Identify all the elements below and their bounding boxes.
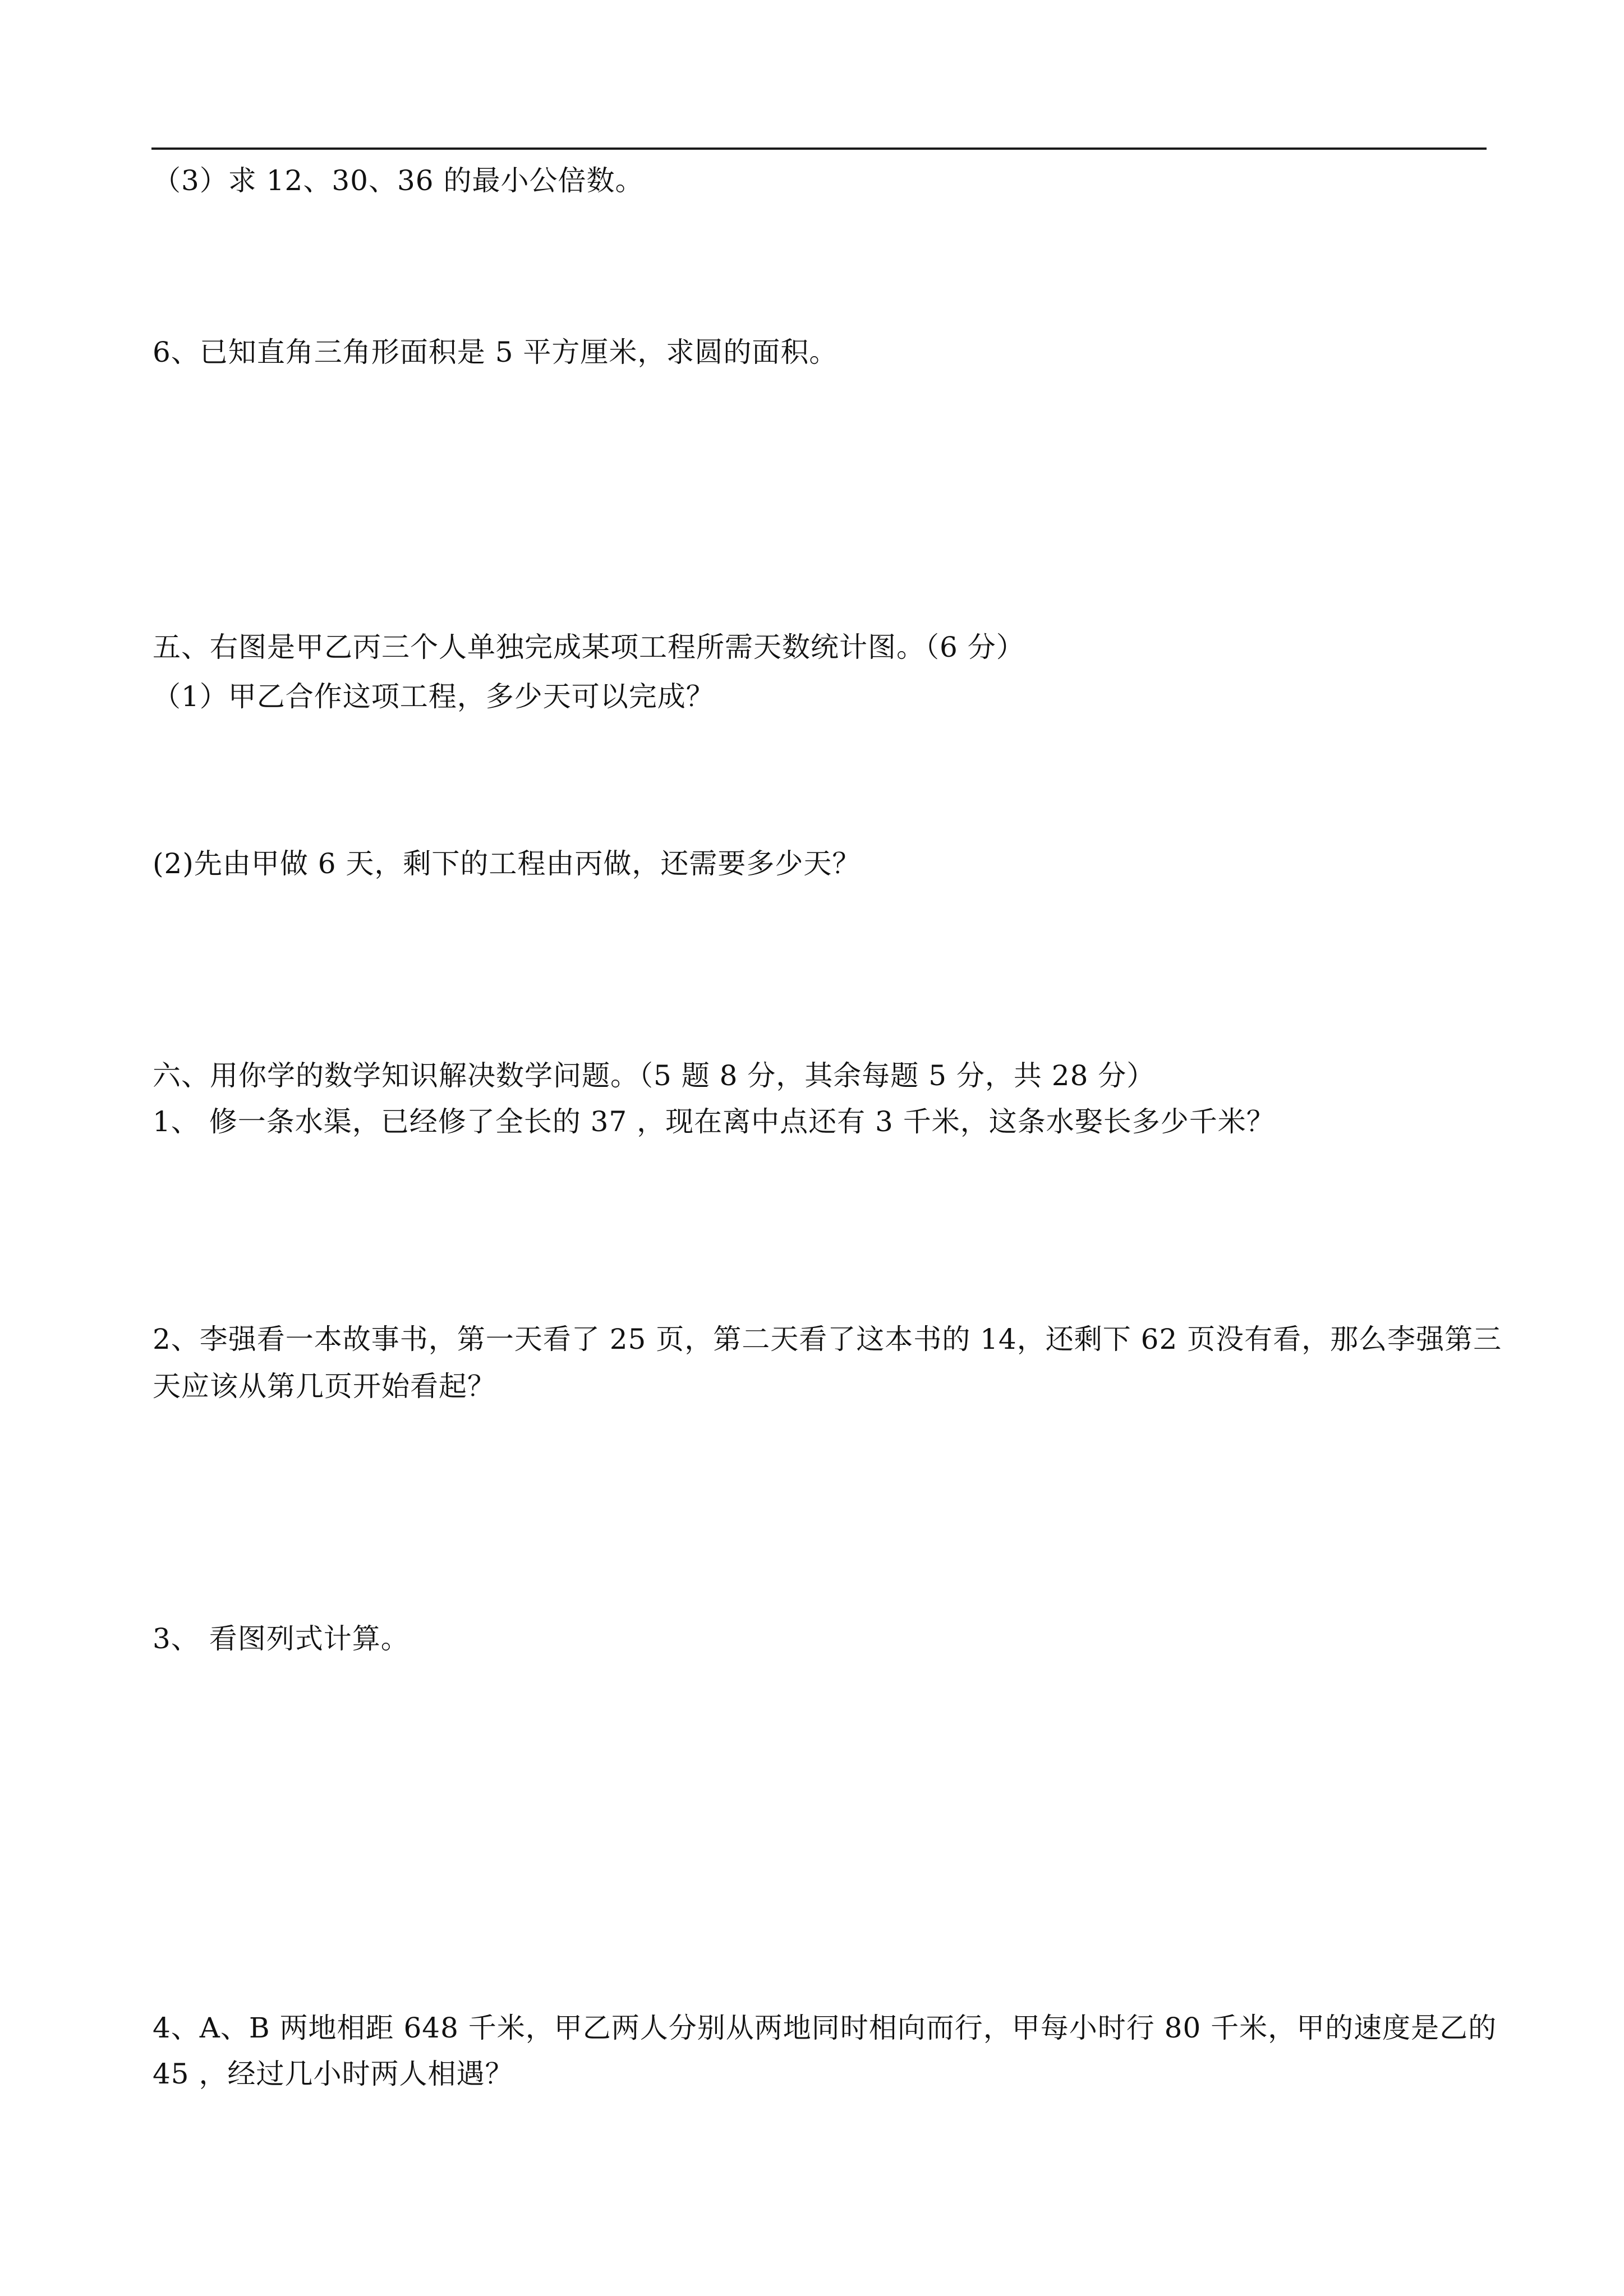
section-5-q1: （1）甲乙合作这项工程，多少天可以完成？ xyxy=(153,680,715,713)
section-6-q3: 3、 看图列式计算。 xyxy=(153,1622,410,1655)
section-6-q4-line2: 45 ，经过几小时两人相遇？ xyxy=(153,2058,514,2090)
question-lcm: （3）求 12、30、36 的最小公倍数。 xyxy=(153,164,644,197)
section-6-q2-line1: 2、李强看一本故事书，第一天看了 25 页，第二天看了这本书的 14，还剩下 62 页没有看，那么李强第三 xyxy=(153,1323,1502,1356)
section-6-q4-line1: 4、A、B 两地相距 648 千米，甲乙两人分别从两地同时相向而行，甲每小时行 80 千米，甲的速度是乙的 xyxy=(153,2012,1497,2044)
section-5-heading: 五、右图是甲乙丙三个人单独完成某项工程所需天数统计图。（6 分） xyxy=(153,631,1025,663)
section-6-heading: 六、用你学的数学知识解决数学问题。（5 题 8 分，其余每题 5 分，共 28 分） xyxy=(153,1059,1156,1092)
question-6-circle-area: 6、已知直角三角形面积是 5 平方厘米，求圆的面积。 xyxy=(153,336,838,368)
section-5-q2: (2)先由甲做 6 天，剩下的工程由丙做，还需要多少天？ xyxy=(153,847,861,880)
section-6-q2-line2: 天应该从第几页开始看起？ xyxy=(153,1370,496,1403)
section-6-q1: 1、 修一条水渠，已经修了全长的 37 ，现在离中点还有 3 千米，这条水娶长多少千米？ xyxy=(153,1105,1275,1138)
top-rule xyxy=(151,147,1487,150)
